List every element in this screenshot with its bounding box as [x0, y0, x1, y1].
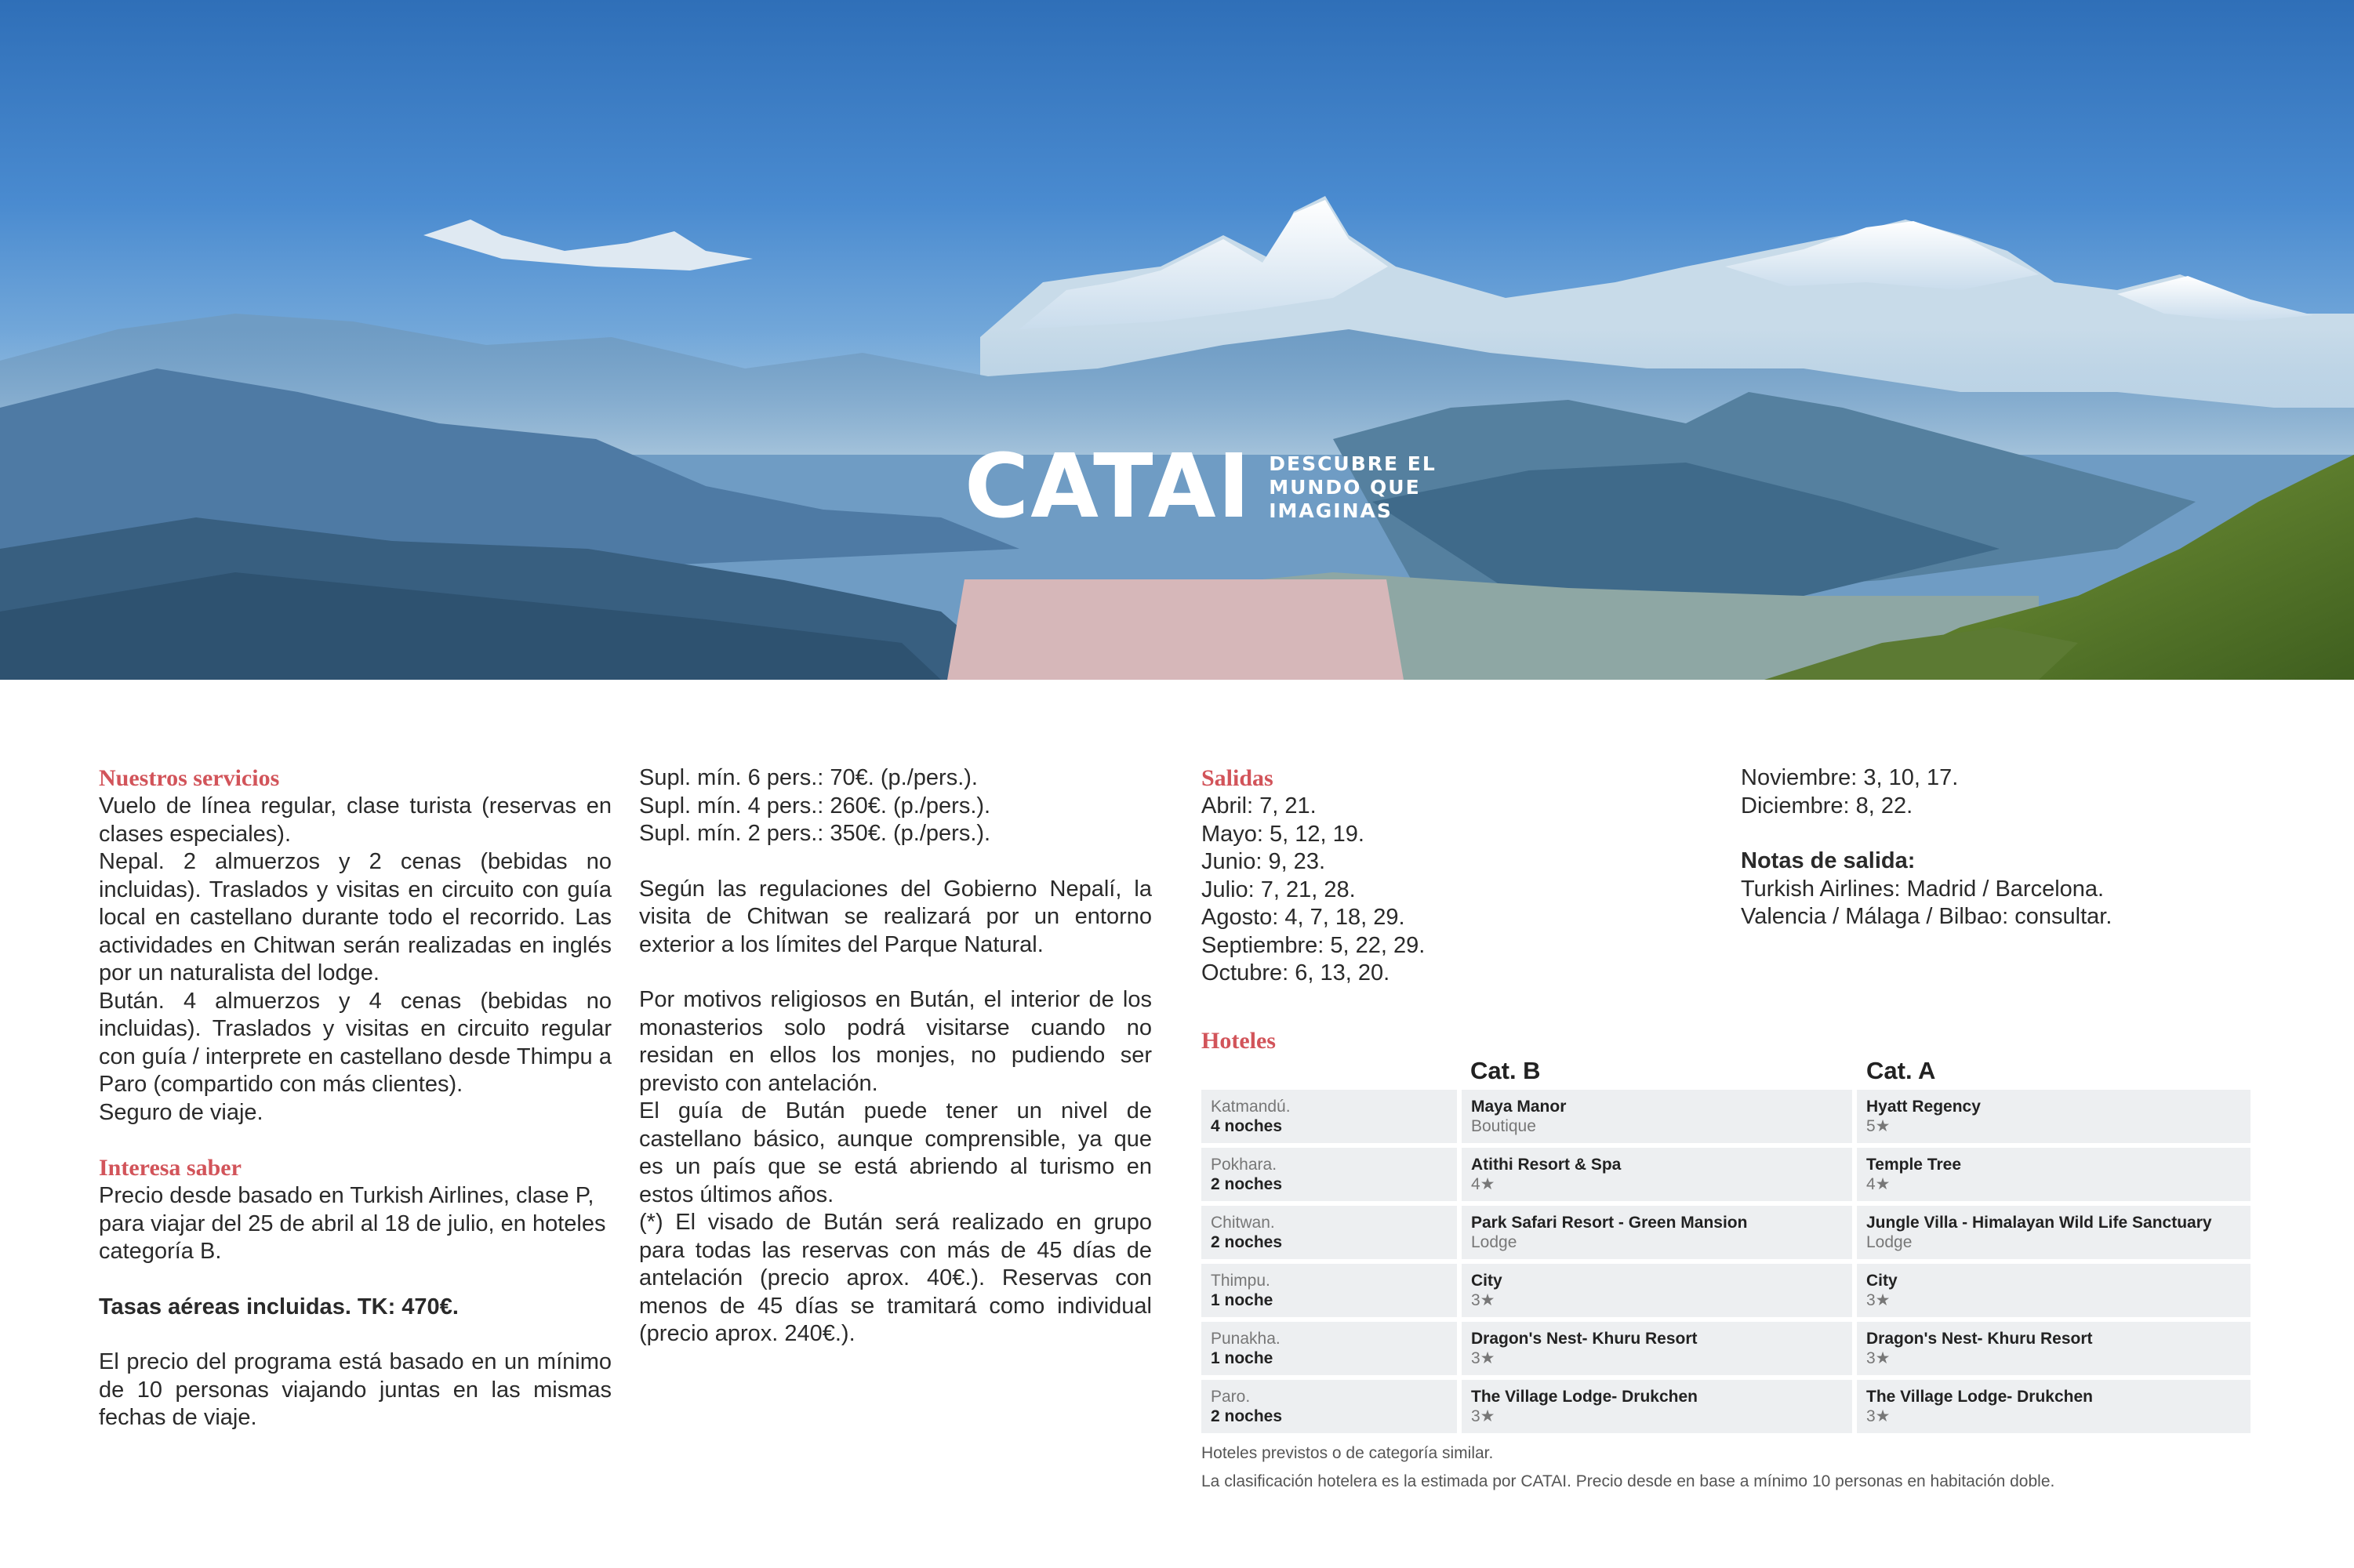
tagline-line: MUNDO QUE	[1269, 475, 1421, 499]
hotel-category: Lodge	[1866, 1233, 1913, 1251]
departure-month: Octubre: 6, 13, 20.	[1201, 960, 1390, 985]
salidas-heading: Salidas	[1201, 765, 1273, 791]
column-departures-2	[1741, 764, 2290, 931]
table-row	[1201, 1322, 2250, 1375]
services-line: Bután. 4 almuerzos y 4 cenas (bebidas no incluidas). Traslados y visitas en circuito regular con guía / interprete en castellano desde Thimpu a Paro (compartido con más clientes).	[99, 988, 612, 1097]
hotel-name: Atithi Resort & Spa	[1471, 1156, 1622, 1174]
hotel-category: 3★	[1471, 1291, 1495, 1309]
interesa-text: Precio desde basado en Turkish Airlines, clase P, para viajar del 25 de abril al 18 de julio, en hoteles categoría B.	[99, 1183, 606, 1264]
supplement-line: Supl. mín. 4 pers.: 260€. (p./pers.).	[639, 793, 991, 818]
column-services	[99, 764, 612, 1432]
interesa-heading: Interesa saber	[99, 1155, 242, 1181]
city-name: Pokhara.	[1211, 1156, 1277, 1174]
services-line: Vuelo de línea regular, clase turista (reservas en clases especiales).	[99, 793, 612, 847]
cat-a-cell	[1857, 1322, 2250, 1375]
notas-line: Turkish Airlines: Madrid / Barcelona.	[1741, 876, 2105, 902]
hotel-category: 3★	[1471, 1407, 1495, 1425]
departure-month: Diciembre: 8, 22.	[1741, 793, 1913, 818]
hotel-category: 3★	[1866, 1291, 1891, 1309]
city-name: Chitwan.	[1211, 1214, 1275, 1232]
tasas-text: Tasas aéreas incluidas. TK: 470€.	[99, 1294, 459, 1319]
decorative-pink-tab	[947, 579, 1404, 680]
nights: 1 noche	[1211, 1291, 1273, 1309]
departure-month: Abril: 7, 21.	[1201, 793, 1317, 818]
cat-a-cell	[1857, 1148, 2250, 1201]
minimo-text: El precio del programa está basado en un mínimo de 10 personas viajando juntas en las mismas fechas de viaje.	[99, 1349, 612, 1430]
table-row	[1201, 1380, 2250, 1433]
city-name: Punakha.	[1211, 1330, 1281, 1348]
cat-a-cell	[1857, 1264, 2250, 1317]
cat-b-cell	[1462, 1148, 1852, 1201]
hotel-category: 3★	[1471, 1349, 1495, 1367]
supplement-line: Supl. mín. 6 pers.: 70€. (p./pers.).	[639, 765, 978, 790]
hotel-name: Jungle Villa - Himalayan Wild Life Sanctuary	[1866, 1214, 2212, 1232]
city-cell	[1201, 1264, 1457, 1317]
city-name: Thimpu.	[1211, 1272, 1270, 1290]
cat-b-cell	[1462, 1090, 1852, 1143]
nights: 1 noche	[1211, 1349, 1273, 1367]
hotels-footnote: Hoteles previstos o de categoría similar.	[1201, 1444, 1494, 1462]
departure-month: Agosto: 4, 7, 18, 29.	[1201, 905, 1405, 930]
city-cell	[1201, 1206, 1457, 1259]
hotel-category: 4★	[1471, 1175, 1495, 1193]
hotel-name: City	[1866, 1272, 1898, 1290]
supplement-line: Supl. mín. 2 pers.: 350€. (p./pers.).	[639, 821, 991, 846]
hotel-name: The Village Lodge- Drukchen	[1471, 1388, 1698, 1406]
hero-mountain-photo	[0, 0, 2354, 680]
catai-logo	[964, 436, 1437, 538]
hotel-category: 3★	[1866, 1407, 1891, 1425]
city-cell	[1201, 1380, 1457, 1433]
hotel-category: 5★	[1866, 1117, 1891, 1135]
departure-month: Noviembre: 3, 10, 17.	[1741, 765, 1959, 790]
cat-b-heading: Cat. B	[1470, 1057, 1541, 1084]
logo-tagline	[1269, 452, 1437, 522]
cat-b-cell	[1462, 1264, 1852, 1317]
hotel-category: Lodge	[1471, 1233, 1517, 1251]
cat-a-cell	[1857, 1206, 2250, 1259]
services-line: Nepal. 2 almuerzos y 2 cenas (bebidas no incluidas). Traslados y visitas en circuito con guía local en castellano durante todo el recorrido. Las actividades en Chitwan serán realizadas en inglés por un naturalista del lodge.	[99, 849, 612, 985]
hotels-table	[1201, 1090, 2250, 1438]
cat-a-heading: Cat. A	[1866, 1057, 1936, 1084]
city-cell	[1201, 1322, 1457, 1375]
butan-guide-note: El guía de Bután puede tener un nivel de castellano básico, aunque comprensible, ya que es un país que se está abriendo al turismo en estos últimos años.	[639, 1098, 1152, 1207]
departure-month: Julio: 7, 21, 28.	[1201, 877, 1356, 902]
table-row	[1201, 1206, 2250, 1259]
column-notes	[639, 764, 1152, 1348]
butan-note: Por motivos religiosos en Bután, el interior de los monasterios solo podrá visitarse cuando no residan en ellos los monjes, no pudiendo ser previsto con antelación.	[639, 987, 1152, 1096]
notas-heading: Notas de salida:	[1741, 848, 1916, 873]
city-name: Paro.	[1211, 1388, 1251, 1406]
visado-note: (*) El visado de Bután será realizado en grupo para todas las reservas con más de 45 días de antelación (precio aprox. 40€.). Reservas con menos de 45 días se tramitará como individual (precio aprox. 240€.).	[639, 1210, 1152, 1346]
cat-b-cell	[1462, 1380, 1852, 1433]
hotel-category: 4★	[1866, 1175, 1891, 1193]
nights: 4 noches	[1211, 1117, 1283, 1135]
city-cell	[1201, 1090, 1457, 1143]
cat-a-cell	[1857, 1380, 2250, 1433]
departure-month: Mayo: 5, 12, 19.	[1201, 821, 1364, 847]
services-heading: Nuestros servicios	[99, 765, 280, 791]
table-row	[1201, 1264, 2250, 1317]
hotel-name: Park Safari Resort - Green Mansion	[1471, 1214, 1748, 1232]
tagline-line: IMAGINAS	[1269, 499, 1393, 522]
hotel-name: Maya Manor	[1471, 1098, 1567, 1116]
tagline-line: DESCUBRE EL	[1269, 452, 1437, 475]
hotels-heading: Hoteles	[1201, 1028, 1276, 1054]
hotel-name: Dragon's Nest- Khuru Resort	[1866, 1330, 2093, 1348]
logo-wordmark: CATAI	[964, 436, 1252, 538]
table-row	[1201, 1090, 2250, 1143]
hotel-name: Temple Tree	[1866, 1156, 1961, 1174]
column-departures	[1201, 764, 1703, 988]
hotels-footnote: La clasificación hotelera es la estimada por CATAI. Precio desde en base a mínimo 10 personas en habitación doble.	[1201, 1472, 2055, 1490]
hotel-name: Hyatt Regency	[1866, 1098, 1981, 1116]
chitwan-note: Según las regulaciones del Gobierno Nepalí, la visita de Chitwan se realizará por un entorno exterior a los límites del Parque Natural.	[639, 876, 1152, 957]
services-line: Seguro de viaje.	[99, 1099, 263, 1125]
hotel-category: Boutique	[1471, 1117, 1536, 1135]
notas-line: Valencia / Málaga / Bilbao: consultar.	[1741, 904, 2112, 929]
nights: 2 noches	[1211, 1407, 1283, 1425]
departure-month: Junio: 9, 23.	[1201, 849, 1325, 874]
hotel-category: 3★	[1866, 1349, 1891, 1367]
city-cell	[1201, 1148, 1457, 1201]
hotel-name: The Village Lodge- Drukchen	[1866, 1388, 2093, 1406]
nights: 2 noches	[1211, 1233, 1283, 1251]
cat-b-cell	[1462, 1322, 1852, 1375]
mountain-landscape-illustration	[0, 0, 2354, 680]
table-row	[1201, 1148, 2250, 1201]
nights: 2 noches	[1211, 1175, 1283, 1193]
city-name: Katmandú.	[1211, 1098, 1291, 1116]
hotel-name: City	[1471, 1272, 1502, 1290]
departure-month: Septiembre: 5, 22, 29.	[1201, 932, 1426, 958]
cat-a-cell	[1857, 1090, 2250, 1143]
hotel-name: Dragon's Nest- Khuru Resort	[1471, 1330, 1698, 1348]
cat-b-cell	[1462, 1206, 1852, 1259]
